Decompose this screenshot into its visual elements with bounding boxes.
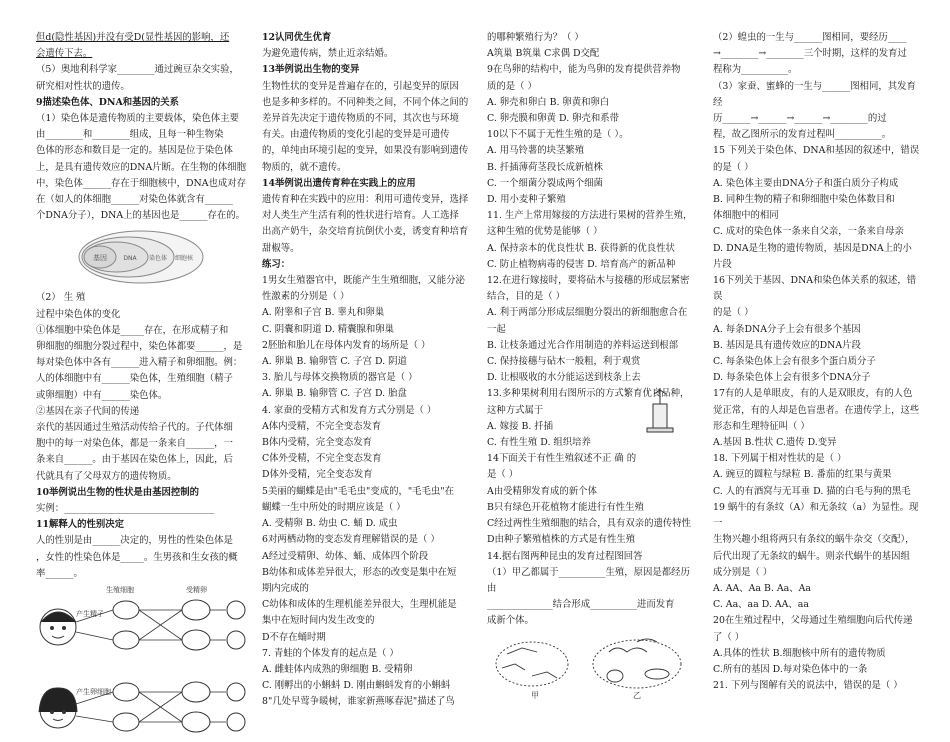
- text-line: 卵细胞的细胞分裂过程中，染色体都要______，是: [36, 341, 243, 353]
- question-line: 1男女生殖器官中，既能产生生殖细胞，又能分泌: [262, 275, 465, 287]
- question-line: 生物兴趣小组将两只有条纹的蜗牛杂交（交配），: [713, 534, 915, 546]
- question-line: A.具体的性状 B.细胞核中所有的遗传物质: [713, 647, 886, 659]
- question-line: A. AA、Aa B. Aa、Aa: [713, 582, 811, 594]
- text-line: 在（如人的体细胞______对染色体就含有______: [36, 194, 233, 206]
- question-line: C经过两性生殖细胞的结合，具有双亲的遗传特性: [487, 518, 692, 530]
- question-line: 7. 青蛙的个体发育的起点是（ ）: [262, 647, 399, 659]
- question-line: B体内受精，完全变态发育: [262, 437, 373, 449]
- question-line: D. 用小麦种子繁殖: [487, 194, 566, 206]
- question-line: ______________结合形成__________进而发育: [487, 599, 675, 611]
- question-line: C. 刚孵出的小蝌蚪 D. 刚由蝌蚪发育的小蝌蚪: [262, 680, 451, 692]
- text-line: 条来自______。由于基因在染色体上，因此，后: [36, 454, 233, 466]
- question-line: D不存在蛹时期: [262, 631, 326, 643]
- label-fertilized-egg: 受精卵: [186, 586, 207, 595]
- text-line: ①体细胞中染色体是_____存在，在形成精子和: [36, 324, 229, 336]
- text-line: 亲代的基因通过生殖活动传给子代的。子代体细: [36, 422, 233, 434]
- text-line: 物质的，就不遗传。: [262, 161, 347, 173]
- question-line: C. 人的有酒窝与无耳垂 D. 猫的白毛与狗的黑毛: [713, 485, 911, 497]
- question-line: 体细胞中的相同: [713, 210, 779, 222]
- question-line: C. 有性生殖 D. 组织培养: [487, 437, 591, 449]
- question-line: 16下列关于基因、DNA和染色体关系的叙述，错误: [713, 275, 917, 303]
- question-line: 觉正常，有的人却是色盲患者。在遗传学上，这些: [713, 404, 920, 416]
- question-line: 成分别是（ ）: [713, 566, 773, 578]
- question-line: （3）家蚕、蜜蜂的一生与______图相同，其发育经: [713, 80, 916, 108]
- question-line: 21. 下列与图解有关的说法中，错误的是（ ）: [713, 680, 903, 692]
- question-line: C. 一个细菌分裂成两个细菌: [487, 177, 603, 189]
- question-line: A. 附睾和子宫 B. 睾丸和卵巢: [262, 307, 385, 319]
- grafting-question-block: [487, 386, 697, 451]
- diagram-label-chromosome: 染色体: [148, 255, 168, 263]
- question-line: →________→________三个时期，这样的发育过: [713, 48, 907, 60]
- section-heading: 11解释人的性别决定: [36, 519, 125, 531]
- question-line: A. 保持亲本的优良性状 B. 获得新的优良性状: [487, 242, 675, 254]
- text-line: 遗传育种在实践中的应用：利用可遗传变异，选择: [262, 194, 469, 206]
- question-line: 这种方式属于: [487, 404, 544, 416]
- question-line: A. 每条DNA分子上会有很多个基因: [713, 323, 861, 335]
- question-line: 17有的人是单眼皮，有的人是双眼皮，有的人色: [713, 388, 913, 400]
- text-line: 为避免遗传病，禁止近亲结婚。: [262, 48, 394, 60]
- question-line: B. 让枝条通过光合作用制造的养料运送到根部: [487, 339, 678, 351]
- text-line: 出高产奶牛，杂交培育抗倒伏小麦，诱变育种培育: [262, 226, 469, 238]
- question-line: A筑巢 B筑巢 C求偶 D交配: [487, 48, 600, 60]
- question-line: A. 卵巢 B. 输卵管 C. 子宫 D. 胎盘: [262, 388, 407, 400]
- question-line: 片段: [713, 258, 732, 270]
- question-line: 程，故乙图所示的发育过程叫__________。: [713, 129, 892, 141]
- text-line: 率______。: [36, 567, 83, 579]
- question-line: C. 成对的染色体一条来自父亲，一条来自母亲: [713, 226, 904, 238]
- label-male: 产生精子: [76, 610, 104, 619]
- figure-label-b: 乙: [633, 690, 641, 700]
- text-line: 人的性别是由______决定的，男性的性染色体是: [36, 535, 233, 547]
- insect-development-figure: [487, 634, 697, 722]
- male-face-icon: [40, 609, 76, 645]
- text-line: ，女性的性染色体是_____。生男孩和生女孩的概: [36, 551, 238, 563]
- question-line: 性激素的分别是（ ）: [262, 291, 350, 303]
- text-line: 代就具有了父母双方的遗传物质。: [36, 470, 177, 482]
- text-line: 差异首先决定于遗传物质的不同，其次也与环境: [262, 113, 459, 125]
- section-heading: 9描述染色体、DNA和基因的关系: [36, 96, 179, 108]
- question-line: C. 阴囊和阴道 D. 精囊腺和卵巢: [262, 323, 395, 335]
- column-3: [487, 30, 697, 700]
- text-line: 过程中染色体的变化: [36, 308, 121, 320]
- question-line: 的哪种繁殖行为？（ ）: [487, 32, 584, 43]
- column-4: [713, 30, 925, 692]
- question-line: A. 卵壳和卵白 B. 卵黄和卵白: [487, 96, 610, 108]
- question-line: A. 受精卵 B. 幼虫 C. 蛹 D. 成虫: [262, 518, 398, 530]
- text-line: 由________和________组成，且每一种生物染: [36, 129, 224, 141]
- text-line: 或卵细胞）中有______染色体。: [36, 389, 168, 401]
- question-line: A. 豌豆的圆粒与绿粒 B. 番茄的红果与黄果: [713, 469, 892, 481]
- question-line: 14.据右图两种昆虫的发育过程图回答: [487, 550, 643, 562]
- question-line: B. 基因是具有遗传效应的DNA片段: [713, 339, 861, 351]
- question-line: 6对两栖动物的变态发育理解错误的是（ ）: [262, 534, 440, 546]
- question-line: 2胚胎和胎儿在母体内发育的场所是（ ）: [262, 339, 431, 351]
- text-line: 人的体细胞中有______染色体，生殖细胞（精子: [36, 373, 233, 385]
- section-heading: 14举例说出遗传育种在实践上的应用: [262, 177, 416, 189]
- question-line: 历______→______→______→________的过: [713, 113, 887, 125]
- question-line: 的是（ ）: [713, 161, 754, 173]
- text-line: 有关。由遗传物质的变化引起的变异是可遗传: [262, 129, 450, 141]
- question-line: D. 每条染色体上会有很多个DNA分子: [713, 372, 871, 384]
- question-line: B. 同种生物的精子和卵细胞中染色体数目和: [713, 194, 895, 206]
- section-heading: 10举例说出生物的性状是由基因控制的: [36, 486, 200, 498]
- question-line: A. 嫁接 B. 扦插: [487, 420, 554, 432]
- text-line: 甜椒等。: [262, 242, 300, 254]
- question-line: 程称为__________。: [713, 64, 798, 76]
- question-line: B幼体和成体差异很大，形态的改变是集中在短: [262, 566, 457, 578]
- question-line: 是（ ）: [487, 469, 519, 481]
- question-line: 15 下列关于染色体、DNA和基因的叙述中，错误: [713, 145, 920, 157]
- question-line: 3. 胎儿与母体交换物质的器官是（ ）: [262, 372, 418, 384]
- text-line: 色体的形态和数目是一定的。基因是位于染色体: [36, 145, 233, 157]
- section-heading: 12认同优生优育: [262, 32, 332, 43]
- text-line: 对人类生产生活有利的性状进行培育。人工选择: [262, 210, 459, 222]
- question-line: （2）蝗虫的一生与______图相同，要经历____: [713, 32, 907, 43]
- question-line: 18. 下列属于相对性状的是（ ）: [713, 453, 847, 465]
- question-line: C幼体和成体的生理机能差异很大，生理机能是: [262, 599, 457, 611]
- question-line: B. 扦插薄荷茎段长成新植株: [487, 161, 603, 173]
- question-line: 一起: [487, 323, 506, 335]
- text-line: 也是多种多样的。不同种类之间，不同个体之间的: [262, 96, 469, 108]
- question-line: 13.多种果树利用右图所示的方式繁育优良品种，: [487, 388, 690, 400]
- question-line: C. 防止植物病毒的侵害 D. 培育高产的新品种: [487, 258, 676, 270]
- text-line: 但d(隐性基因)并没有受D(显性基因的影响，还: [36, 32, 230, 43]
- question-line: 14下面关于有性生殖叙述不正 确 的: [487, 453, 637, 465]
- column-1: [36, 30, 250, 697]
- question-line: A体内受精，不完全变态发育: [262, 420, 382, 432]
- diagram-label-nucleus: 细胞核: [174, 255, 194, 263]
- label-female: 产生卵细胞: [76, 688, 111, 697]
- gene-dna-chromosome-diagram: [36, 228, 250, 286]
- sex-determination-figure: [36, 582, 250, 742]
- text-line: 上，是具有遗传效应的DNA片断。在生物的体细胞: [36, 161, 246, 173]
- text-line: 胞中的每一对染色体，都是一条来自______，一: [36, 438, 233, 450]
- question-line: 质的是（ ）: [487, 80, 537, 92]
- question-line: A由受精卵发育成的新个体: [487, 485, 597, 497]
- question-line: A. 染色体主要由DNA分子和蛋白质分子构成: [713, 177, 899, 189]
- question-line: A. 用马铃薯的块茎繁殖: [487, 145, 585, 157]
- question-line: A经过受精卵、幼体、蛹、成体四个阶段: [262, 550, 429, 562]
- question-line: C. 卵壳膜和卵黄 D. 卵壳和系带: [487, 113, 620, 125]
- question-line: 后代出现了无条纹的蜗牛。则亲代蜗牛的基因组: [713, 550, 910, 562]
- question-line: A. 雌蛙体内成熟的卵细胞 B. 受精卵: [262, 663, 413, 675]
- question-line: 蝴蝶一生中所处的时期应该是（ ）: [262, 501, 406, 513]
- question-line: 10以下不属于无性生殖的是（ ）。: [487, 129, 629, 141]
- text-line: （2） 生 殖: [36, 292, 86, 304]
- figure-label-a: 甲: [531, 690, 539, 700]
- cutting-tube-icon: [645, 386, 675, 434]
- question-line: 的是（ ）: [713, 307, 754, 319]
- question-line: C. 每条染色体上会有很多个蛋白质分子: [713, 356, 876, 368]
- text-line: 中，染色体______存在于细胞核中，DNA也成对存: [36, 177, 246, 189]
- question-line: 8"几处早莺争暖树，谁家新燕啄春泥"描述了鸟: [262, 696, 455, 708]
- question-line: C.所有的基因 D.每对染色体中的一条: [713, 663, 868, 675]
- text-line: 会遗传下去。: [36, 48, 93, 60]
- section-heading: 13举例说出生物的变异: [262, 64, 360, 76]
- question-line: 4. 家蚕的受精方式和发育方式分别是（ ）: [262, 404, 437, 416]
- text-line: ②基因在亲子代间的传递: [36, 405, 140, 417]
- column-2: [262, 30, 475, 708]
- female-face-icon: [39, 688, 77, 728]
- text-line: 每对染色体中各有______进入精子和卵细胞。例：: [36, 357, 243, 369]
- question-line: B只有绿色开花植物才能进行有性生殖: [487, 501, 644, 513]
- question-line: 20在生殖过程中，父母通过生殖细胞向后代传递: [713, 615, 913, 627]
- question-line: A. 利于两部分形成层细胞分裂出的新细胞愈合在: [487, 307, 688, 319]
- question-line: D由种子繁殖植株的方式是有性生殖: [487, 534, 636, 546]
- question-line: 9在鸟卵的结构中，能为鸟卵的发育提供营养物: [487, 64, 681, 76]
- diagram-label-gene: 基因: [93, 254, 107, 263]
- question-line: 这种生殖的优势是能够（ ）: [487, 226, 603, 238]
- question-line: 了（ ）: [713, 631, 745, 643]
- question-line: C. 保持接穗与砧木一般粗，利于观赏: [487, 356, 641, 368]
- question-line: 结合，目的是（ ）: [487, 291, 565, 303]
- text-line: 个DNA分子），DNA上的基因也是______存在的。: [36, 210, 246, 222]
- question-line: 5美丽的蝴蝶是由"毛毛虫"变成的，"毛毛虫"在: [262, 485, 454, 497]
- question-line: 19 蜗牛的有条纹（A）和无条纹（a）为显性。现一: [713, 501, 919, 530]
- question-line: D. DNA是生物的遗传物质，基因是DNA上的小: [713, 242, 912, 254]
- label-germ-cell: 生殖细胞: [106, 586, 134, 595]
- question-line: 集中在短时间内发生改变的: [262, 615, 375, 627]
- question-line: C. Aa、aa D. AA、aa: [713, 599, 809, 611]
- question-line: C体外受精，不完全变态发育: [262, 453, 382, 465]
- text-line: 研究相对性状的遗传。: [36, 80, 130, 92]
- question-line: A. 卵巢 B. 输卵管 C. 子宫 D. 阴道: [262, 356, 407, 368]
- question-line: 形态和生理特征叫（ ）: [713, 420, 810, 432]
- question-line: （1）甲乙都属于__________生殖，原因是都经历由: [487, 566, 690, 594]
- text-line: 生物性状的变异是普遍存在的，引起变异的原因: [262, 80, 459, 92]
- text-line: 实例：________________________________: [36, 503, 215, 515]
- question-line: 11. 生产上常用嫁接的方法进行果树的营养生殖，: [487, 210, 693, 222]
- text-line: 的，单纯由环境引起的变异，如果没有影响到遗传: [262, 145, 469, 157]
- text-line: （1）染色体是遗传物质的主要载体，染色体主要: [36, 113, 239, 125]
- practice-heading: 练习：: [262, 258, 291, 270]
- question-line: D体外受精，完全变态发育: [262, 469, 373, 481]
- question-line: 12.在进行嫁接时，要将砧木与接穗的形成层紧密: [487, 275, 690, 287]
- question-line: 成新个体。: [487, 615, 534, 627]
- question-line: D. 让根吸收的水分能运送到枝条上去: [487, 372, 641, 384]
- question-line: 期内完成的: [262, 582, 309, 594]
- diagram-label-dna: DNA: [123, 255, 137, 263]
- question-line: A.基因 B.性状 C.遗传 D.变异: [713, 437, 837, 449]
- text-line: （5）奥地利科学家________通过豌豆杂交实验，: [36, 64, 239, 76]
